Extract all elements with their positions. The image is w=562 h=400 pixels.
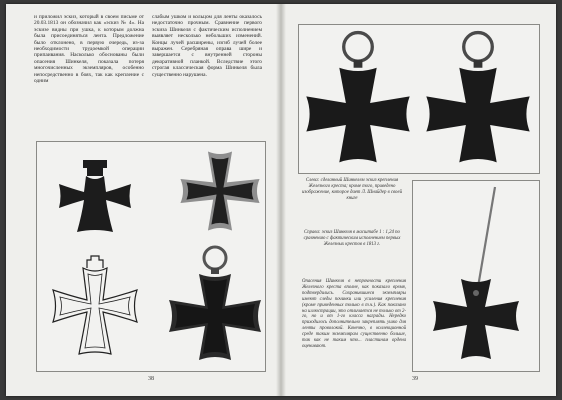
schinkel-sketch-cross-image xyxy=(45,146,145,246)
outline-drawing-cross-image xyxy=(45,254,145,364)
caption-bottom: Опасения Шинкеля в непрочности крепления Железного креста вполне, как показало время, подтвердились. Сохранившиеся экземпляры имеют следы починки или усиления крепления (кроме приведенных только в т.ч.). Как показано на иллюстрации, это отличается не только от 2-го, но и от 1-го класса награды. Нередко приходилось дополнительно закреплять ушко для ленты проволокой. Конечно, в коллекционной среде таким экземплярам существенно больше, так как не таким что... пластинам ордена оценивают. xyxy=(302,279,406,349)
caption-middle: Справа: эскиз Шинкеля в масштабе 1 : 1,24 по сравнению с фактическим исполнением первых Железных крестов в 1813 г. xyxy=(303,230,401,247)
right-page xyxy=(284,4,556,396)
framed-iron-cross-image xyxy=(177,148,263,234)
left-page xyxy=(6,4,278,396)
book-spread xyxy=(6,4,556,396)
crosses-photo-left xyxy=(36,141,266,372)
iron-cross-with-pin-image xyxy=(413,181,539,371)
left-text-column-2: слабым ушком и кольцом для ленты оказалось недостаточно прочным. Сравнение первого эскиза Шинкеля с фактическим исполнением выявляет несколько небольших изменений. Концы лучей расширены, изгиб лучей более выражен. Серебряная оправа шире и завершается с внутренней стороны декоративной планкой. Вследствие этого строгая классическая форма Шинкеля была существенно нарушена. xyxy=(152,14,262,78)
caption-top: Слева: сделанный Шинкелем эскиз крепления Железного креста; кроме того, приведено изображение, которое дает Л. Шнайдер в своей книге xyxy=(302,178,402,201)
crosses-photo-right-top xyxy=(298,24,540,174)
crosses-photo-right-bottom xyxy=(412,180,540,372)
left-text-column-1: и приложил эскиз, который в своем письме от 20.03.1813 он обозначил как «эскиз № 4». На эскизе видны при ушка, к которым должна была присоединяться лента. Предложение было отклонено, в первую очередь, из-за необходимости трудоемкой операции припаивания. Насколько обоснованы были опасения Шинкеля, показала потеря многочисленных экземпляров, особенно непосредственно в боях, так как крепление с одним xyxy=(34,14,144,85)
iron-cross-back-image xyxy=(423,29,533,167)
page-number-left: 38 xyxy=(148,376,154,382)
iron-cross-front-image xyxy=(303,29,413,167)
iron-cross-with-ring-image xyxy=(165,244,265,364)
page-number-right: 39 xyxy=(412,376,418,382)
